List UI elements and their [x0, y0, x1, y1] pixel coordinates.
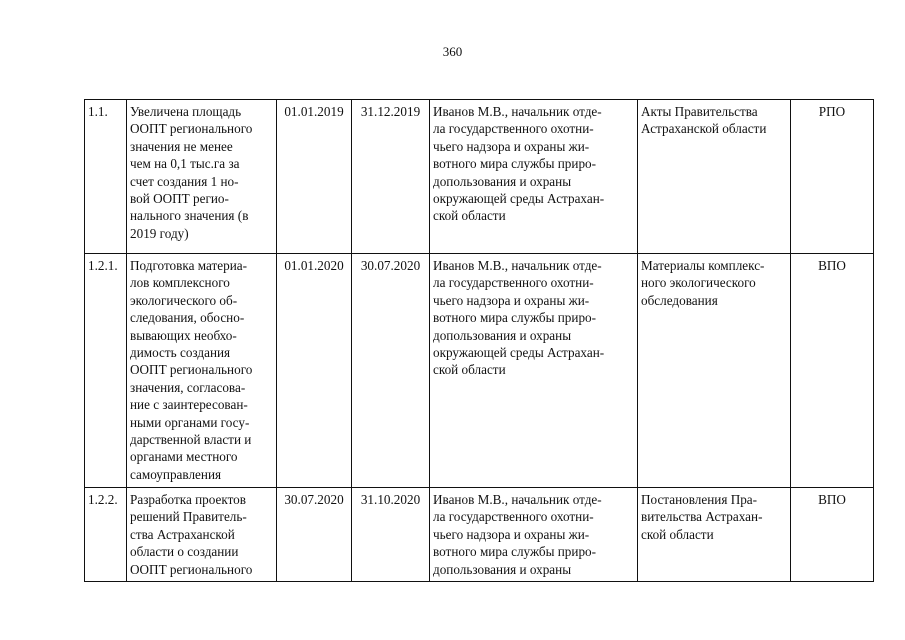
result-text: [638, 100, 791, 254]
table-row: [85, 488, 874, 582]
result-text-body: Акты Правительства Астраханской области: [641, 104, 767, 137]
action-plan-table: [84, 99, 874, 582]
row-number: 1.1.: [85, 100, 127, 254]
action-text-body: Подготовка материа- лов комплексного экологического об- следования, обосно- вывающих необхо- димость создания ООПТ регионального значения, согласова- ние с заинтересован- ными органами госу- дарственной власти и органами местного самоуправления: [130, 258, 253, 482]
action-text: [127, 488, 277, 582]
code-cell: ВПО: [791, 488, 874, 582]
start-date: 01.01.2019: [277, 100, 352, 254]
end-date: 30.07.2020: [352, 254, 430, 488]
table-row: [85, 100, 874, 254]
responsible-text-body: Иванов М.В., начальник отде- ла государственного охотни- чьего надзора и охраны жи- вотного мира службы приро- допользования и охраны окружающей среды Астрахан- ской области: [433, 258, 605, 378]
code-cell: ВПО: [791, 254, 874, 488]
action-text-body: Увеличена площадь ООПТ регионального значения не менее чем на 0,1 тыс.га за счет создания 1 но- вой ООПТ регио- нального значения (в 2019 году): [130, 104, 253, 241]
action-text-body: Разработка проектов решений Правитель- ства Астраханской области о создании ООПТ регионального: [130, 492, 253, 577]
responsible-text: [430, 488, 638, 582]
end-date: 31.12.2019: [352, 100, 430, 254]
result-text-body: Постановления Пра- вительства Астрахан- ской области: [641, 492, 763, 542]
action-text: [127, 100, 277, 254]
action-text: [127, 254, 277, 488]
row-number: 1.2.2.: [85, 488, 127, 582]
responsible-text-body: Иванов М.В., начальник отде- ла государственного охотни- чьего надзора и охраны жи- вотного мира службы приро- допользования и охраны окружающей среды Астрахан- ской области: [433, 104, 605, 224]
responsible-text-body: Иванов М.В., начальник отде- ла государственного охотни- чьего надзора и охраны жи- вотного мира службы приро- допользования и охраны: [433, 492, 602, 577]
row-number: 1.2.1.: [85, 254, 127, 488]
result-text-body: Материалы комплекс- ного экологического обследования: [641, 258, 765, 308]
page-number: 360: [442, 44, 463, 59]
start-date: 30.07.2020: [277, 488, 352, 582]
code-cell: РПО: [791, 100, 874, 254]
table-row: [85, 254, 874, 488]
result-text: [638, 488, 791, 582]
responsible-text: [430, 100, 638, 254]
responsible-text: [430, 254, 638, 488]
result-text: [638, 254, 791, 488]
start-date: 01.01.2020: [277, 254, 352, 488]
end-date: 31.10.2020: [352, 488, 430, 582]
